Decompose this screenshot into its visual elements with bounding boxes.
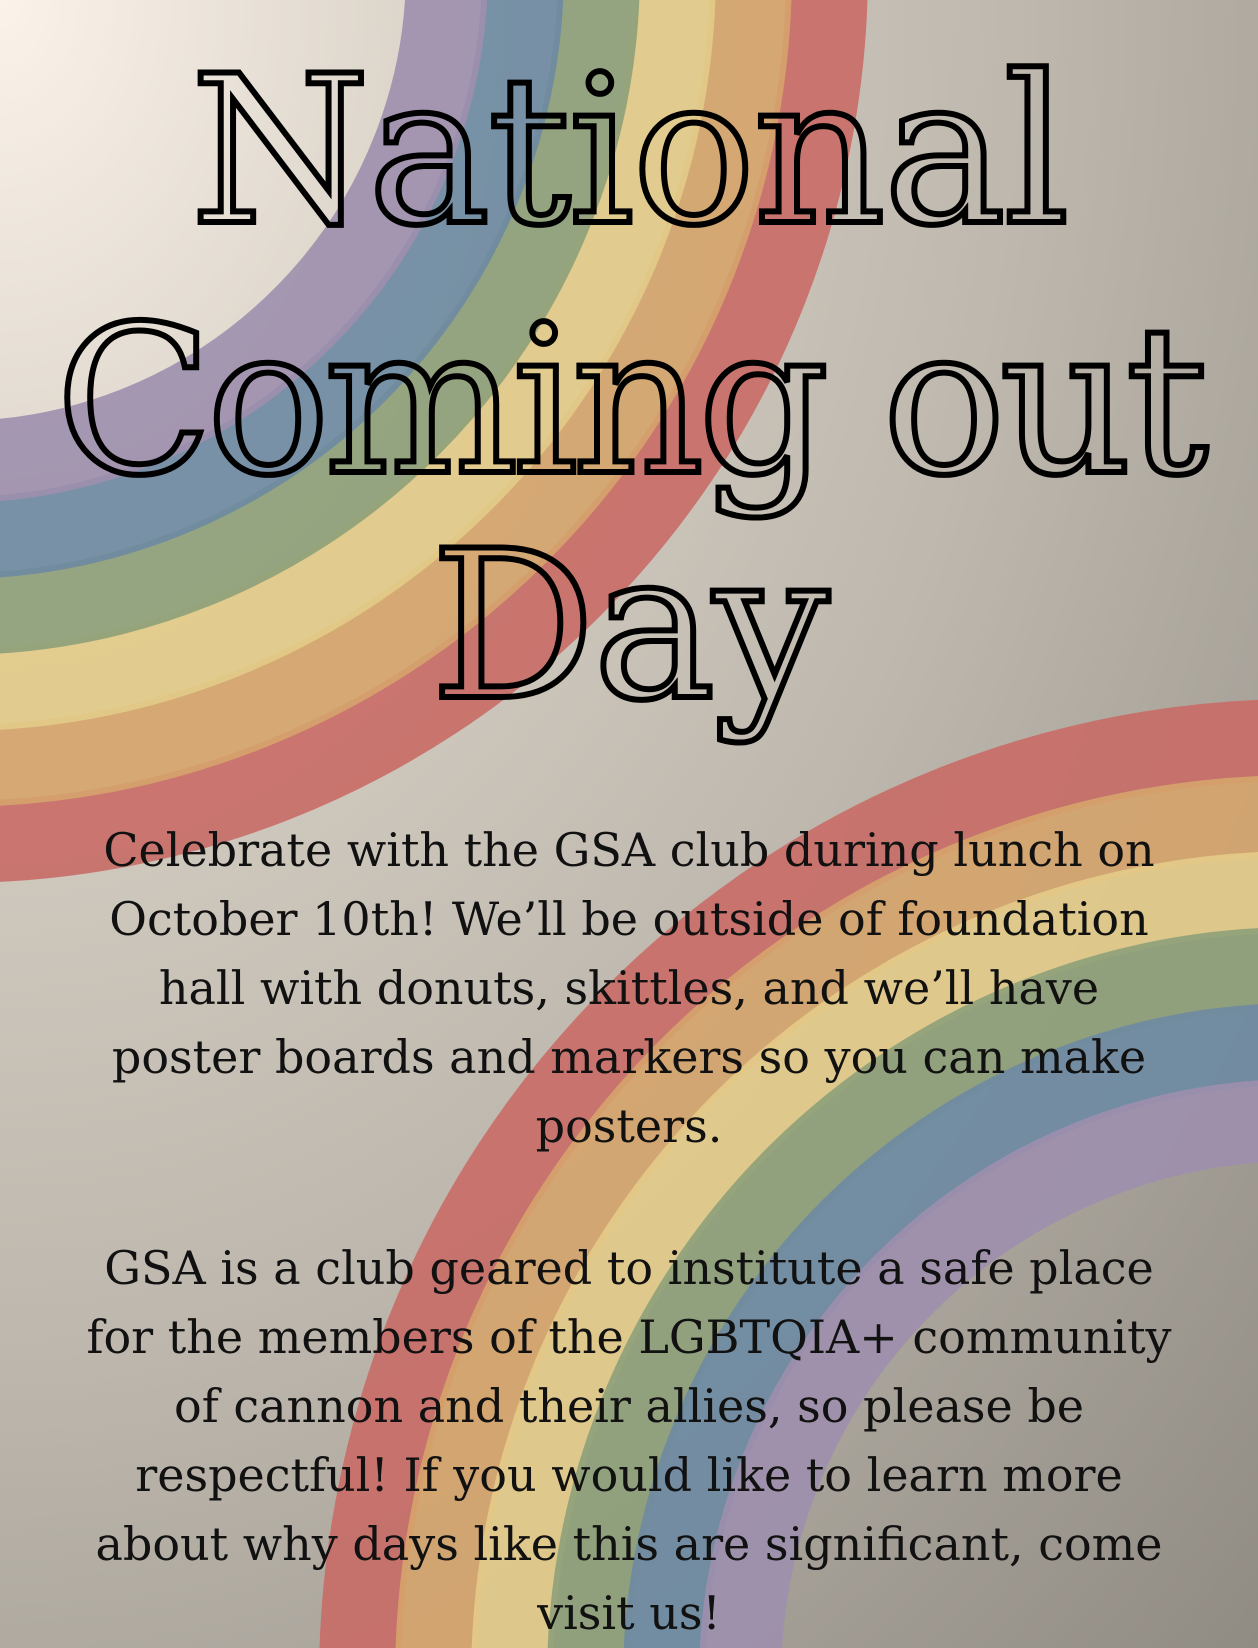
title-line-3: Day xyxy=(430,508,828,746)
title-line-2: Coming out xyxy=(55,283,1203,521)
club-description: GSA is a club geared to institute a safe place for the members of the LGBTQIA+ community of cannon and their allies, so please be respectful! If you would like to learn more about why days like this are significant, come visit us! xyxy=(86,1241,1172,1640)
event-description: Celebrate with the GSA club during lunch on October 10th! We’ll be outside of foundation hall with donuts, skittles, and we’ll have poster boards and markers so you can make posters. xyxy=(103,823,1155,1153)
title-line-1: National xyxy=(190,33,1068,271)
